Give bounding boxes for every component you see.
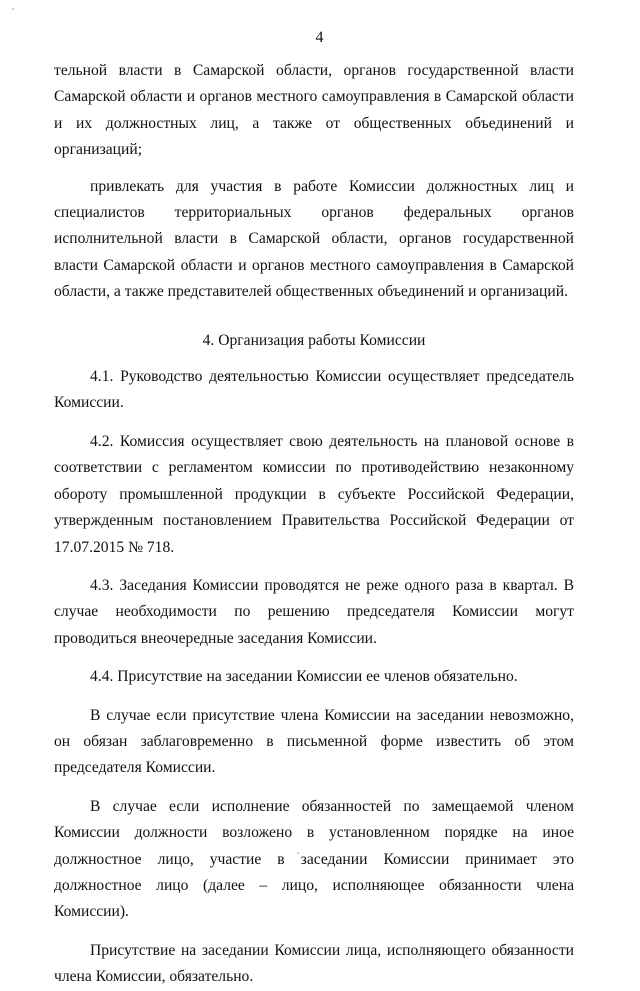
section-heading: 4. Организация работы Комиссии — [202, 331, 426, 349]
paragraph-4-1: 4.1. Руководство деятельностью Комиссии осуществляет председатель Комиссии. — [54, 368, 574, 412]
document-body — [54, 58, 574, 991]
paragraph-4-4: 4.4. Присутствие на заседании Комиссии ее членов обязательно. — [90, 668, 518, 686]
paragraph-invite-officials: привлекать для участия в работе Комиссии должностных лиц и специалистов территориальных органов федеральных органов исполнительной власти в Самарской области, органов государственной власти Самарской области и органов местного самоуправления в Самарской области, а также представителей общественных объединений и организаций. — [54, 177, 574, 301]
paragraph-continuation: тельной власти в Самарской области, органов государственной власти Самарской области и органов местного самоуправления в Самарской области и их должностных лиц, а также от общественных объединений и организаций; — [54, 62, 574, 159]
paragraph-4-4-attendance: Присутствие на заседании Комиссии лица, исполняющего обязанности члена Комиссии, обязательно. — [54, 941, 574, 986]
paragraph-4-2: 4.2. Комиссия осуществляет свою деятельность на плановой основе в соответствии с регламентом комиссии по противодействию незаконному обороту промышленной продукции в субъекте Российской Федерации, утвержденным постановлением Правительства Российской Федерации от 17.07.2015 № 718. — [54, 432, 574, 556]
page-number: 4 — [315, 29, 325, 46]
paragraph-4-3: 4.3. Заседания Комиссии проводятся не реже одного раза в квартал. В случае необходимости по решению председателя Комиссии могут проводиться внеочередные заседания Комиссии. — [54, 576, 574, 647]
scan-speck — [12, 8, 14, 10]
paragraph-4-4-substitute: В случае если исполнение обязанностей по замещаемой членом Комиссии должности возложено в установленном порядке на иное должностное лицо, участие в заседании Комиссии принимает это должностное лицо (далее – лицо, исполняющее обязанности члена Комиссии). — [54, 797, 574, 921]
paragraph-4-4-absence: В случае если присутствие члена Комиссии на заседании невозможно, он обязан заблаговременно в письменной форме известить об этом председателя Комиссии. — [54, 706, 574, 777]
